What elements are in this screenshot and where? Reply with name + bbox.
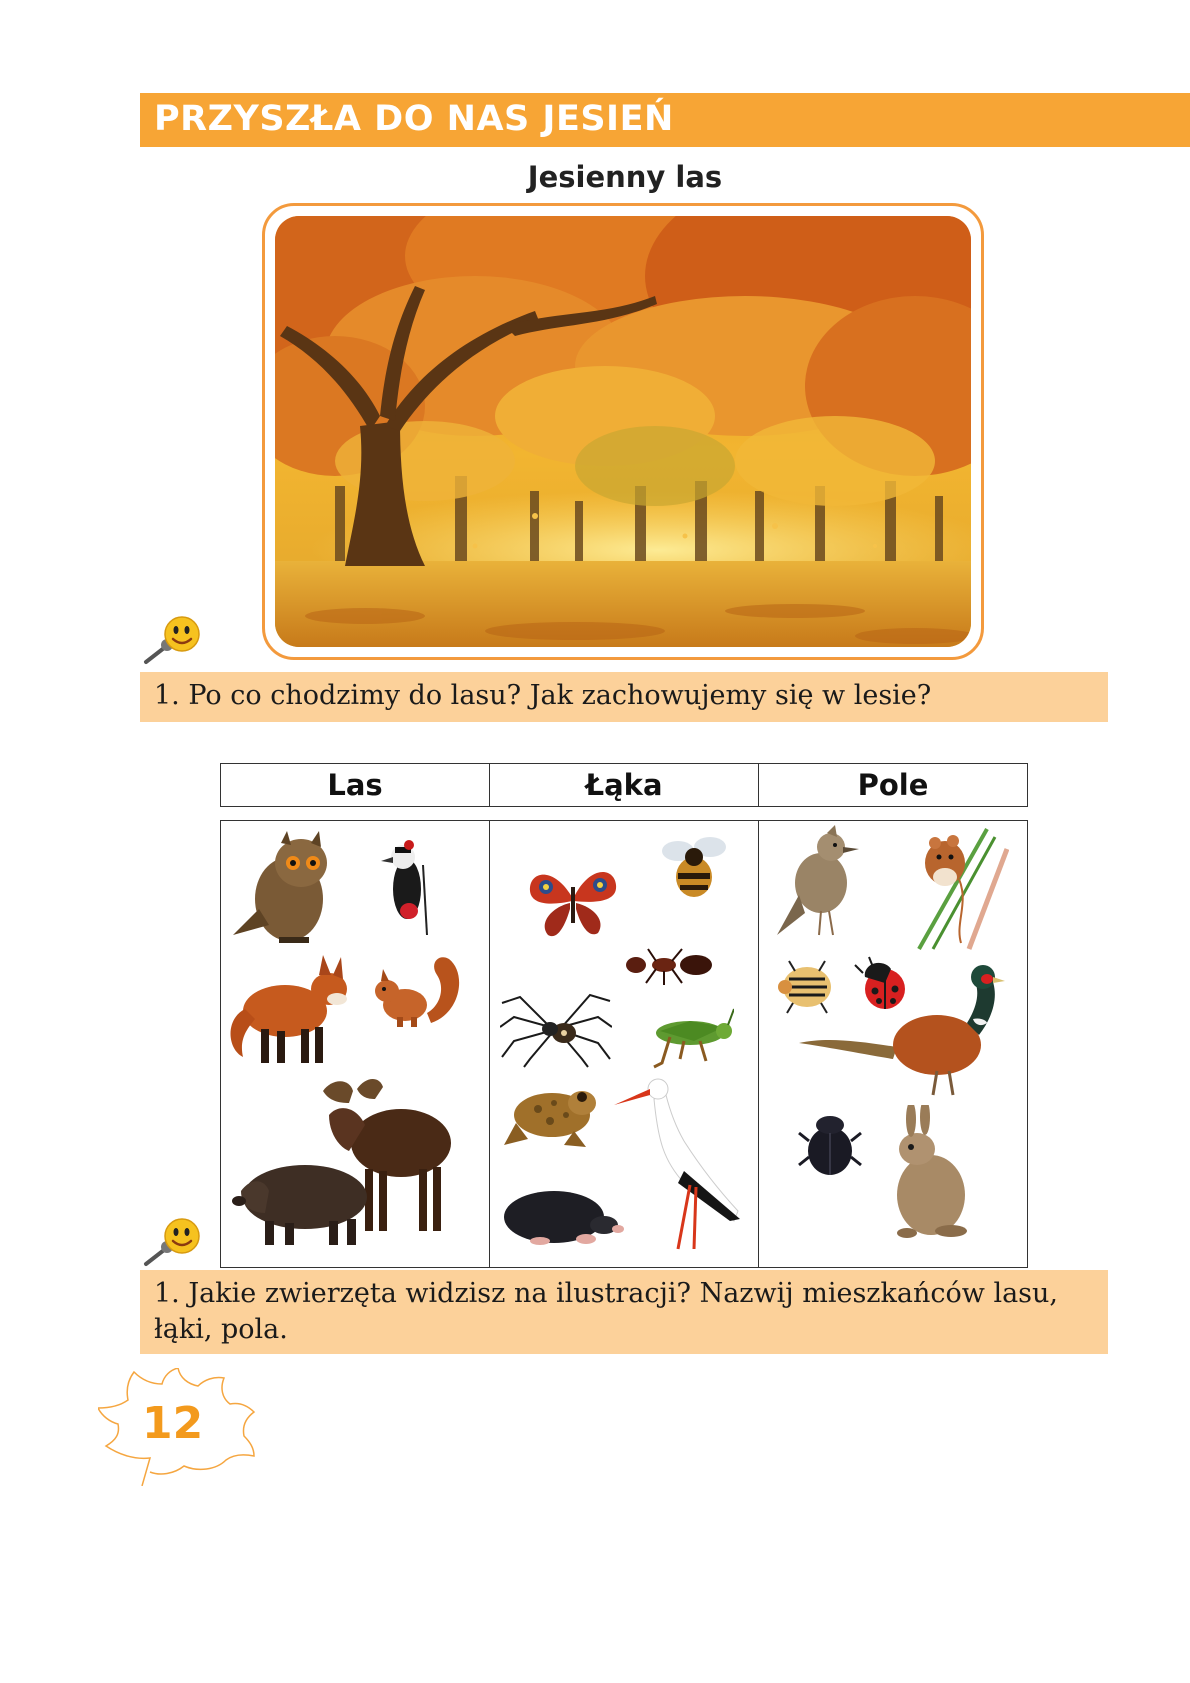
mole-image [500,1181,624,1245]
habitat-table-header [220,763,1028,807]
page-number: 12 [142,1398,204,1449]
column-header-pole: Pole [758,764,1027,806]
pheasant-image [797,963,1007,1097]
wild-boar-image [225,1151,375,1247]
column-las [221,821,489,1267]
question-1: 1. Po co chodzimy do lasu? Jak zachowujemy się w lesie? [140,672,1108,722]
peacock-butterfly-image [524,857,620,941]
autumn-forest-photo [275,216,971,647]
habitat-table-body [220,820,1028,1268]
page-number-badge [98,1368,256,1486]
dung-beetle-image [797,1111,863,1181]
frog-image [502,1079,598,1151]
skylark-image [775,825,865,945]
column-laka [489,821,758,1267]
column-pole [758,821,1027,1267]
stork-image [614,1071,746,1253]
spider-image [500,987,612,1069]
chapter-title: PRZYSZŁA DO NAS JESIEŃ [154,99,674,139]
grasshopper-image [640,1007,734,1069]
column-header-laka: Łąka [489,764,758,806]
owl-image [229,829,341,947]
chapter-header-bar [140,93,1190,147]
hare-image [881,1105,971,1241]
woodpecker-image [379,835,435,939]
harvest-mouse-image [899,823,1009,951]
column-header-las: Las [327,768,383,802]
forest-photo-frame [262,203,984,660]
microphone-smiley-icon [140,614,202,668]
section-subtitle: Jesienny las [527,160,723,194]
question-2: 1. Jakie zwierzęta widzisz na ilustracji? Nazwij mieszkańców lasu, łąki, pola. [140,1270,1108,1354]
squirrel-image [371,953,467,1031]
fox-image [225,949,355,1067]
microphone-smiley-icon [140,1216,202,1270]
ant-image [620,945,720,987]
bee-image [658,833,732,911]
